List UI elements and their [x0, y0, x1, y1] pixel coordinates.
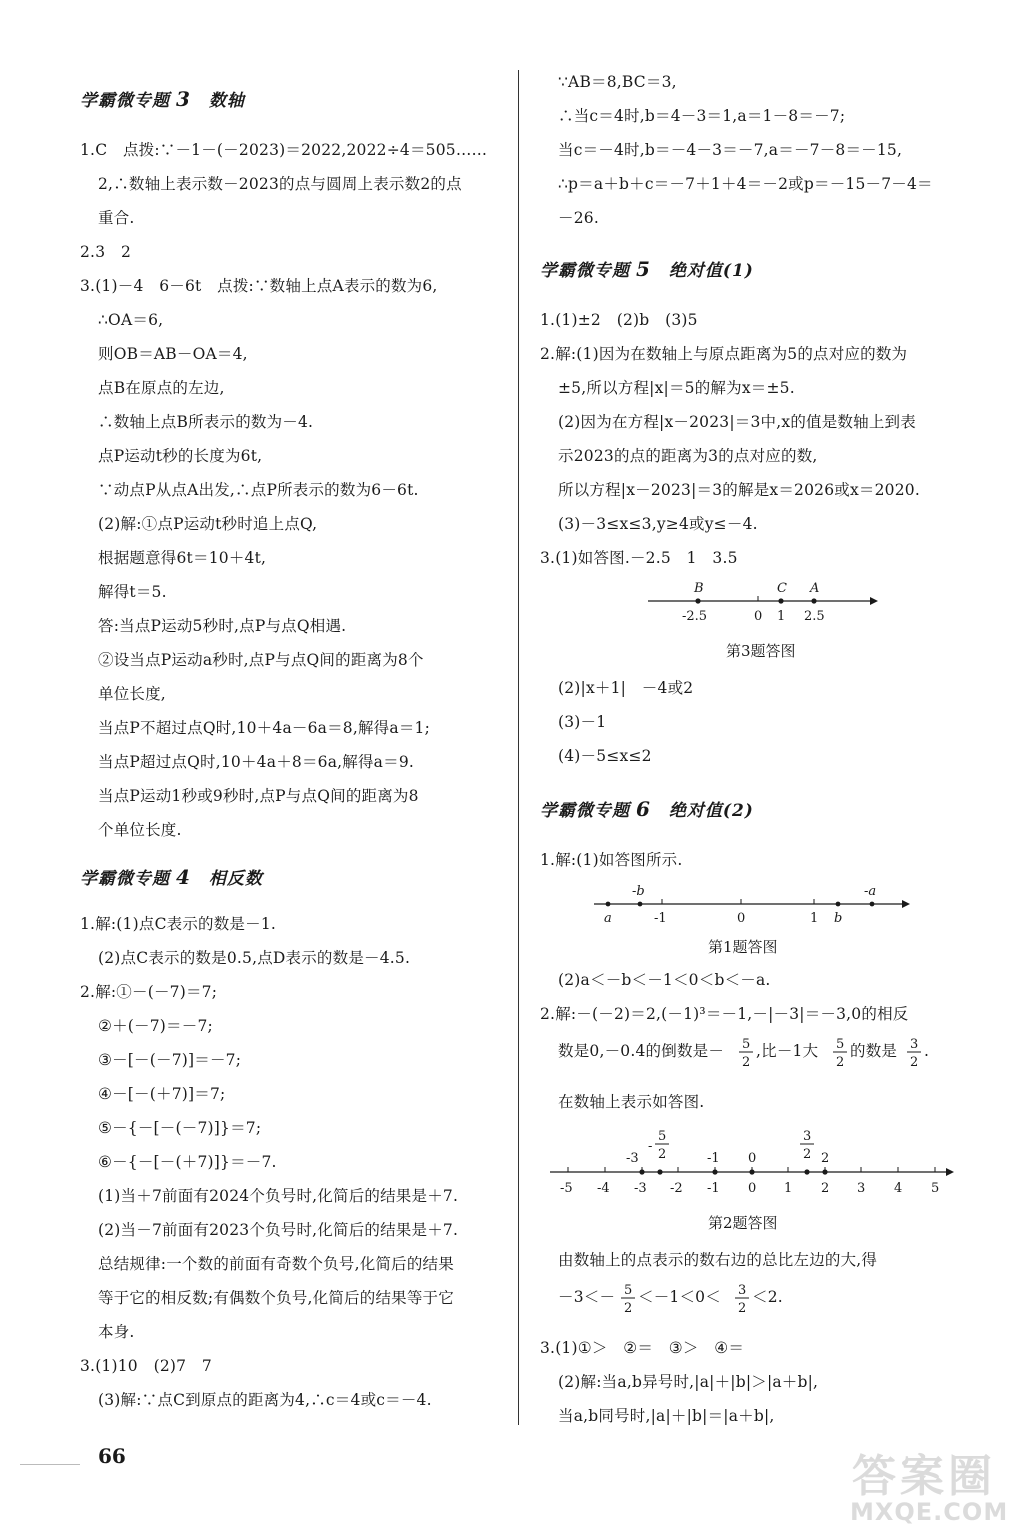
fraction-denominator: 2: [836, 1055, 845, 1070]
fraction-numerator: 5: [836, 1037, 845, 1052]
point-neg-a: [870, 902, 875, 907]
point-0: [749, 1169, 754, 1174]
text-segment: 数是0,－0.4的倒数是－: [558, 1042, 725, 1060]
answer-line: ②设当点P运动a秒时,点P与点Q间的距离为8个: [98, 651, 424, 669]
answer-line: 3.(1)－4 6－6t 点拨:∵数轴上点A表示的数为6,: [80, 277, 438, 295]
point-b: [836, 902, 841, 907]
answer-line: 由数轴上的点表示的数右边的总比左边的大,得: [558, 1251, 878, 1269]
point-neg-5-2: [657, 1169, 662, 1174]
figure-2-number-line: [550, 1126, 970, 1202]
tick-label: -2: [670, 1181, 683, 1196]
answer-line: ∵AB＝8,BC＝3,: [558, 73, 677, 91]
point-neg-b: [638, 902, 643, 907]
tick-label: 5: [931, 1181, 940, 1196]
answer-line: 2,∴数轴上表示数－2023的点与圆周上表示数2的点: [98, 175, 462, 193]
text-segment: 的数是: [850, 1042, 898, 1060]
answer-line: (2)解:当a,b异号时,|a|＋|b|＞|a＋b|,: [558, 1373, 819, 1391]
tick-label: 0: [737, 911, 746, 926]
label-neg-a: -a: [864, 884, 877, 899]
tick-label: -1: [707, 1181, 720, 1196]
tick-label: -5: [560, 1181, 573, 1196]
section-5-label: 学霸微专题: [540, 261, 630, 281]
figure-2-caption: 第2题答图: [708, 1214, 778, 1232]
top-label: 0: [748, 1151, 757, 1166]
top-label: 5: [658, 1129, 667, 1144]
answer-line: ②＋(－7)＝－7;: [98, 1017, 213, 1035]
top-label: 2: [658, 1147, 667, 1162]
answer-line: (2)因为在方程|x－2023|＝3中,x的值是数轴上到表: [558, 413, 916, 431]
point-neg-3: [639, 1169, 644, 1174]
tick-label: 3: [857, 1181, 866, 1196]
axis-arrow: [902, 900, 910, 908]
answer-line: 1.解:(1)如答图所示.: [540, 851, 683, 869]
answer-line: 根据题意得6t＝10＋4t,: [98, 549, 267, 567]
figure-3-caption: 第3题答图: [726, 642, 796, 660]
section-3-name: 数轴: [208, 91, 245, 111]
fraction-line: [558, 1034, 978, 1078]
answer-line: 点B在原点的左边,: [98, 379, 225, 397]
tick-label: 2: [821, 1181, 830, 1196]
answer-line: 1.(1)±2 (2)b (3)5: [540, 311, 698, 329]
fraction-line: [558, 1280, 858, 1324]
text-segment: ＜－1＜0＜: [638, 1288, 721, 1306]
label-neg-b: -b: [632, 884, 645, 899]
answer-line: ④－[－(＋7)]＝7;: [98, 1085, 226, 1103]
tick-label: -1: [654, 911, 667, 926]
watermark-top-text: 答案圈: [852, 1451, 996, 1502]
section-5-heading: [540, 256, 754, 281]
answer-line: 个单位长度.: [98, 821, 182, 839]
tick-label: 4: [894, 1181, 903, 1196]
answer-line: (2)当－7前面有2023个负号时,化简后的结果是＋7.: [98, 1221, 459, 1239]
section-4-name: 相反数: [208, 869, 263, 889]
section-6-label: 学霸微专题: [540, 801, 630, 821]
tick-label: 0: [754, 609, 763, 624]
section-5-name: 绝对值(1): [668, 261, 754, 281]
top-label: -1: [707, 1151, 720, 1166]
fraction-denominator: 2: [742, 1055, 751, 1070]
section-4-label: 学霸微专题: [80, 869, 170, 889]
text-segment: ,比－1大: [756, 1042, 819, 1060]
answer-line: 当点P运动1秒或9秒时,点P与点Q间的距离为8: [98, 787, 419, 805]
figure-3-number-line: [648, 576, 888, 628]
label-B: B: [694, 581, 704, 596]
point-a: [606, 902, 611, 907]
page-number: 66: [98, 1444, 126, 1468]
answer-line: ∴当c＝4时,b＝4－3＝1,a＝1－8＝－7;: [558, 107, 846, 125]
answer-line: ⑥－{－[－(＋7)]}＝－7.: [98, 1153, 277, 1171]
answer-line: (2)a＜－b＜－1＜0＜b＜－a.: [558, 971, 771, 989]
answer-line: ∵动点P从点A出发,∴点P所表示的数为6－6t.: [98, 481, 419, 499]
figure-1-number-line: [594, 880, 914, 930]
tick-label: -4: [597, 1181, 610, 1196]
answer-line: 示2023的点的距离为3的点对应的数,: [558, 447, 818, 465]
answer-line: 当点P不超过点Q时,10＋4a－6a＝8,解得a＝1;: [98, 719, 431, 737]
answer-line: 3.(1)10 (2)7 7: [80, 1357, 212, 1375]
answer-line: 重合.: [98, 209, 135, 227]
answer-line: 2.3 2: [80, 243, 132, 261]
section-5-number: 5: [636, 257, 651, 281]
point-B: [695, 598, 700, 603]
figure-1-caption: 第1题答图: [708, 938, 778, 956]
answer-line: (4)－5≤x≤2: [558, 747, 652, 765]
text-segment: .: [924, 1042, 930, 1060]
answer-line: (3)－1: [558, 713, 607, 731]
answer-line: (2)解:①点P运动t秒时追上点Q,: [98, 515, 318, 533]
point-A: [811, 598, 816, 603]
watermark-url: MXQE.COM: [850, 1498, 1009, 1526]
answer-line: 点P运动t秒的长度为6t,: [98, 447, 263, 465]
axis-arrow: [946, 1168, 954, 1176]
answer-line: 总结规律:一个数的前面有奇数个负号,化简后的结果: [98, 1255, 454, 1273]
answer-line: 等于它的相反数;有偶数个负号,化简后的结果等于它: [98, 1289, 454, 1307]
section-6-heading: [540, 796, 754, 821]
answer-line: 3.(1)①＞ ②＝ ③＞ ④＝: [540, 1339, 745, 1357]
fraction-numerator: 3: [738, 1283, 747, 1298]
footer-rule: [20, 1464, 80, 1465]
section-6-name: 绝对值(2): [668, 801, 754, 821]
text-segment: －3＜－: [558, 1288, 616, 1306]
section-4-number: 4: [176, 865, 191, 889]
section-3-number: 3: [176, 87, 191, 111]
answer-line: (1)当＋7前面有2024个负号时,化简后的结果是＋7.: [98, 1187, 459, 1205]
answer-line: ∴p＝a＋b＋c＝－7＋1＋4＝－2或p＝－15－7－4＝: [558, 175, 933, 193]
point-C: [778, 598, 783, 603]
fraction-denominator: 2: [738, 1301, 747, 1316]
answer-line: 当a,b同号时,|a|＋|b|＝|a＋b|,: [558, 1407, 775, 1425]
answer-line: ∴数轴上点B所表示的数为－4.: [98, 413, 314, 431]
answer-line: 答:当点P运动5秒时,点P与点Q相遇.: [98, 617, 347, 635]
tick-label: 1: [777, 609, 786, 624]
point-neg-1: [712, 1169, 717, 1174]
top-label: 2: [803, 1147, 812, 1162]
label-C: C: [777, 581, 787, 596]
answer-line: ±5,所以方程|x|＝5的解为x＝±5.: [558, 379, 795, 397]
top-label: -: [648, 1139, 653, 1154]
tick-label: 2.5: [804, 609, 825, 624]
section-3-heading: [80, 86, 245, 111]
answer-line: 单位长度,: [98, 685, 166, 703]
tick-label: 0: [748, 1181, 757, 1196]
answer-line: 2.解:(1)因为在数轴上与原点距离为5的点对应的数为: [540, 345, 908, 363]
column-divider: [518, 70, 519, 1425]
answer-line: 所以方程|x－2023|＝3的解是x＝2026或x＝2020.: [558, 481, 920, 499]
answer-line: 解得t＝5.: [98, 583, 167, 601]
answer-line: 1.C 点拨:∵－1－(－2023)＝2022,2022÷4＝505……: [80, 141, 488, 159]
tick-label: -3: [634, 1181, 647, 1196]
fraction-numerator: 5: [742, 1037, 751, 1052]
fraction-denominator: 2: [910, 1055, 919, 1070]
answer-line: 则OB＝AB－OA＝4,: [98, 345, 248, 363]
tick-label: 1: [784, 1181, 793, 1196]
answer-line: (2)点C表示的数是0.5,点D表示的数是－4.5.: [98, 949, 411, 967]
answer-line: (2)|x＋1| －4或2: [558, 679, 694, 697]
section-6-number: 6: [636, 797, 651, 821]
tick-label: 1: [810, 911, 819, 926]
tick-label: -2.5: [682, 609, 708, 624]
top-label: 3: [803, 1129, 812, 1144]
answer-line: (3)－3≤x≤3,y≥4或y≤－4.: [558, 515, 758, 533]
label-A: A: [810, 581, 820, 596]
fraction-numerator: 3: [910, 1037, 919, 1052]
answer-line: 本身.: [98, 1323, 135, 1341]
top-label: 2: [821, 1151, 830, 1166]
fraction-numerator: 5: [624, 1283, 633, 1298]
label-a: a: [604, 911, 612, 926]
fraction-denominator: 2: [624, 1301, 633, 1316]
text-segment: ＜2.: [752, 1288, 783, 1306]
point-3-2: [804, 1169, 809, 1174]
axis-arrow: [870, 597, 878, 605]
answer-line: ③－[－(－7)]＝－7;: [98, 1051, 242, 1069]
answer-line: 当c＝－4时,b＝－4－3＝－7,a＝－7－8＝－15,: [558, 141, 903, 159]
label-b: b: [834, 911, 843, 926]
answer-line: 在数轴上表示如答图.: [558, 1093, 705, 1111]
answer-line: (3)解:∵点C到原点的距离为4,∴c＝4或c＝－4.: [98, 1391, 432, 1409]
point-2: [822, 1169, 827, 1174]
answer-line: 当点P超过点Q时,10＋4a＋8＝6a,解得a＝9.: [98, 753, 415, 771]
answer-line: ∴OA＝6,: [98, 311, 164, 329]
answer-line: ⑤－{－[－(－7)]}＝7;: [98, 1119, 262, 1137]
answer-line: 3.(1)如答图.－2.5 1 3.5: [540, 549, 738, 567]
top-label: -3: [626, 1151, 639, 1166]
section-3-label: 学霸微专题: [80, 91, 170, 111]
section-4-heading: [80, 864, 263, 889]
answer-line: 1.解:(1)点C表示的数是－1.: [80, 915, 277, 933]
answer-line: －26.: [558, 209, 599, 227]
answer-line: 2.解:－(－2)＝2,(－1)³＝－1,－|－3|＝－3,0的相反: [540, 1005, 909, 1023]
watermark-logo: [840, 1440, 1020, 1532]
answer-line: 2.解:①－(－7)＝7;: [80, 983, 218, 1001]
